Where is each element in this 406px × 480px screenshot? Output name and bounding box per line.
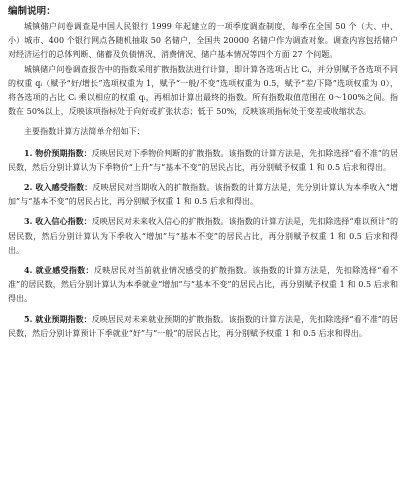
- method-paragraph: 城镇储户问卷调查报告中的指数采用扩散指数法进行计算，即计算各选项占比 Cᵢ，并分别赋予各选项不同的权重 qᵢ（赋予“好/增长”选项权重为 1，赋予“一般/不变”选项权重为 0.5，赋予“差/下降”选项权重为 0），将各选项的占比 Cᵢ 乘以相应的权重 qᵢ，再相加计算出最终的指数。所有指数取值范围在 0～100%之间。指数在 50%以上，反映该项指标处于向好或扩张状态；低于 50%，反映该项指标处于变差或收缩状态。: [8, 64, 398, 117]
- index-item-price-expectation: [8, 146, 398, 175]
- index-description: 反映居民对当期收入的扩散指数。该指数的计算方法是，先分别计算认为本季收入“增加”与“基本不变”的居民占比，再分别赋予权重 1 和 0.5 后求和得出。: [8, 183, 398, 207]
- index-term: 2. 收入感受指数：: [24, 182, 93, 193]
- intro-paragraph: 城镇储户问卷调查是中国人民银行 1999 年起建立的一项季度调查制度，每季在全国 50 个（大、中、小）城市、400 个银行网点各随机抽取 50 名储户，全国共 20000 名储户作为调查对象。调查内容包括储户对经济运行的总体判断、储蓄及负债情况、消费情况、储户基本情况等四个方面 27 个问题。: [8, 22, 398, 60]
- index-term: 3. 收入信心指数：: [24, 216, 92, 227]
- section-heading: 编制说明：: [8, 6, 56, 17]
- index-term: 5. 就业预期指数：: [24, 313, 92, 324]
- index-description: 反映居民对下季物价判断的扩散指数。该指数的计算方法是，先扣除选择“看不准”的居民数，然后分别计算认为下季物价“上升”与“基本不变”的居民占比，再分别赋予权重 1 和 0.5 后求和得出。: [8, 148, 398, 172]
- index-description: 反映居民对未来就业预期的扩散指数。该指数的计算方法是，先扣除选择“看不准”的居民数，然后分别计算预计下季就业“好”与“一般”的居民占比，再分别赋予权重 1 和 0.5 后求和得出。: [8, 314, 398, 338]
- index-item-employment-perception: [8, 263, 398, 307]
- index-item-income-perception: [8, 180, 398, 209]
- list-intro: 主要指数计算方法简单介绍如下：: [24, 127, 145, 137]
- index-description: 反映居民对未来收入信心的扩散指数。该指数的计算方法是，先扣除选择“难以预计”的居民数，然后分别计算认为下季收入“增加”与“基本不变”的居民占比，再分别赋予权重 1 和 0.5 后求和得出。: [8, 217, 398, 255]
- index-description: 反映居民对当前就业情况感受的扩散指数。该指数的计算方法是，先扣除选择“看不准”的居民数，然后分别计算认为本季就业“增加”与“基本不变”的居民占比，再分别赋予权重 1 和 0.5 后求和得出。: [8, 266, 399, 304]
- index-term: 4. 就业感受指数：: [24, 265, 94, 276]
- index-item-employment-expectation: [8, 312, 398, 341]
- index-item-income-confidence: [8, 214, 398, 258]
- index-term: 1. 物价预期指数：: [24, 147, 92, 158]
